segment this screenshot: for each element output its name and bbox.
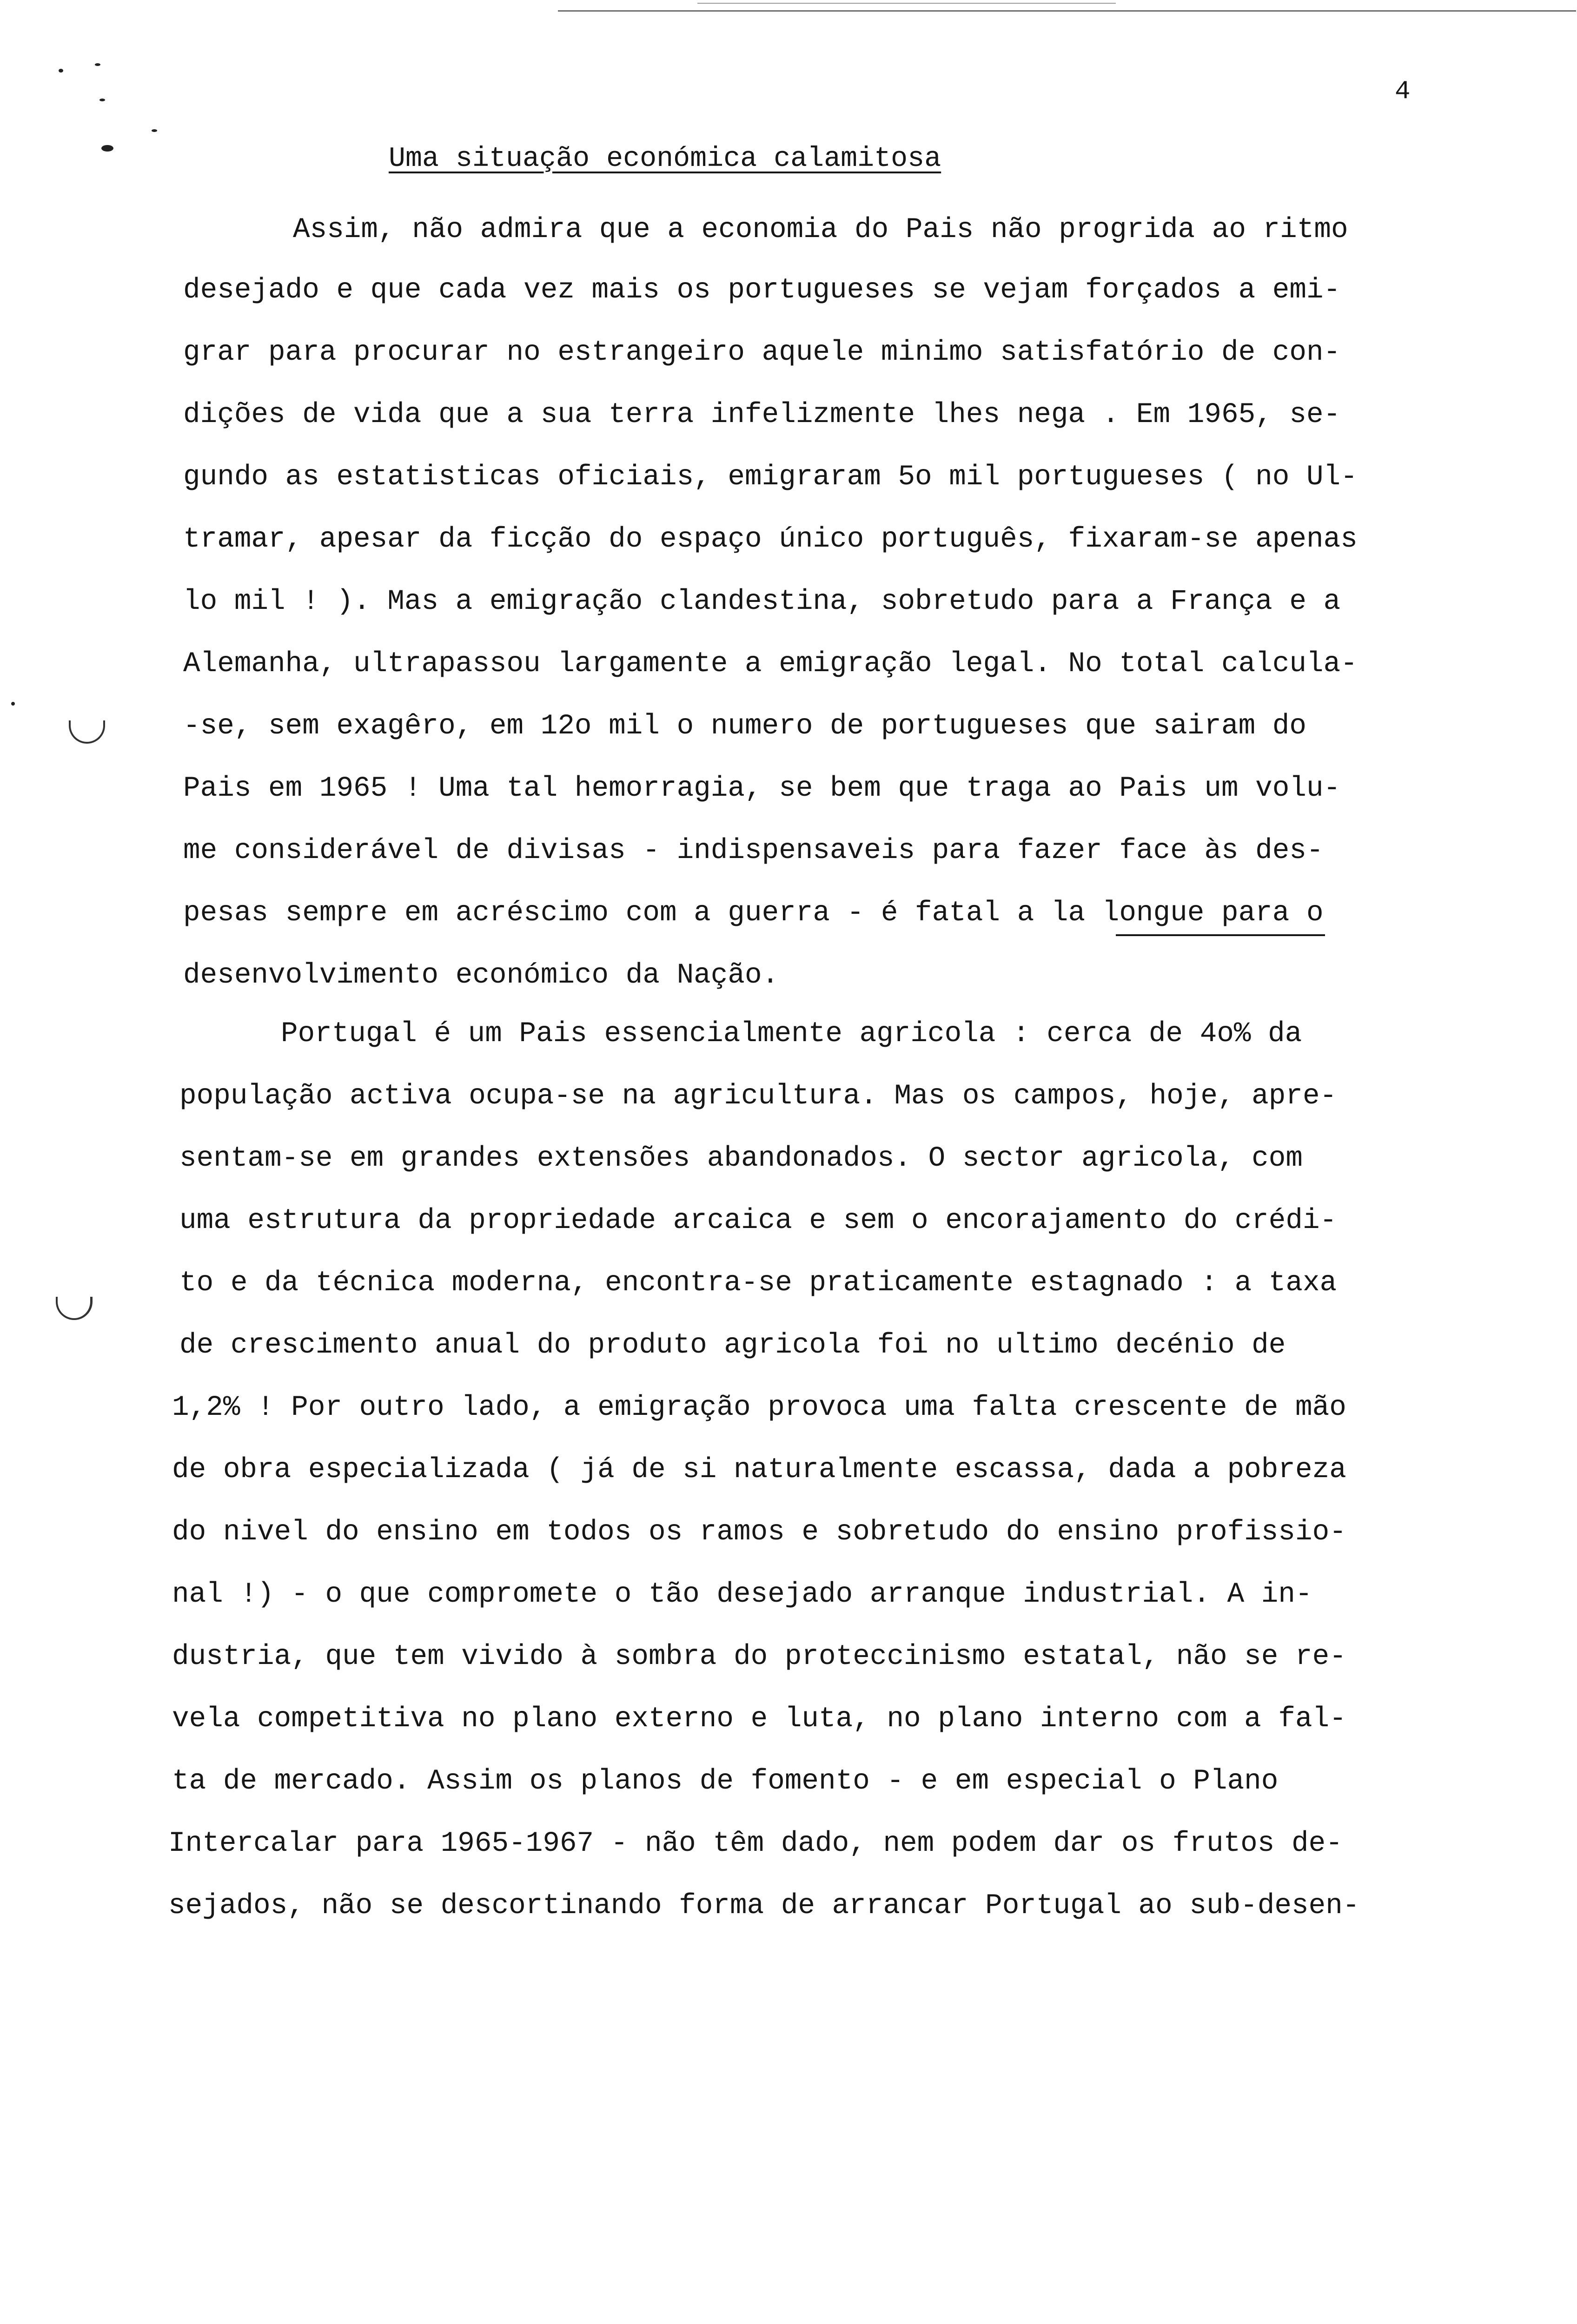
text-line: ta de mercado. Assim os planos de fomento - e em especial o Plano: [172, 1765, 1279, 1797]
margin-speck: [59, 69, 63, 73]
text-line: gundo as estatisticas oficiais, emigraram 5o mil portugueses ( no Ul-: [183, 461, 1358, 493]
text-line: Assim, não admira que a economia do Pais não progrida ao ritmo: [293, 214, 1348, 246]
text-line: dições de vida que a sua terra infelizmente lhes nega . Em 1965, se-: [183, 399, 1341, 431]
text-line: de obra especializada ( já de si naturalmente escassa, dada a pobreza: [172, 1454, 1346, 1486]
margin-speck: [99, 99, 105, 101]
text-line: Portugal é um Pais essencialmente agricola : cerca de 4o% da: [281, 1018, 1302, 1050]
margin-speck: [11, 702, 15, 706]
page-number: 4: [1395, 76, 1411, 106]
punch-hole-mark: [69, 720, 105, 744]
text-line: -se, sem exagêro, em 12o mil o numero de portugueses que sairam do: [183, 710, 1306, 742]
text-line: vela competitiva no plano externo e luta, no plano interno com a fal-: [172, 1703, 1346, 1735]
text-line: sejados, não se descortinando forma de arrancar Portugal ao sub-desen-: [168, 1890, 1360, 1922]
top-edge-rule: [697, 3, 1116, 4]
text-line: sentam-se em grandes extensões abandonados. O sector agricola, com: [179, 1142, 1303, 1175]
text-line: uma estrutura da propriedade arcaica e sem o encorajamento do crédi-: [179, 1205, 1337, 1237]
section-title: Uma situação económica calamitosa: [389, 143, 941, 175]
text-line: Pais em 1965 ! Uma tal hemorragia, se bem que traga ao Pais um volu-: [183, 772, 1341, 805]
text-line: pesas sempre em acréscimo com a guerra - é fatal a la longue para o: [183, 897, 1324, 929]
top-edge-line: [558, 10, 1576, 12]
text-line: de crescimento anual do produto agricola foi no ultimo decénio de: [179, 1329, 1286, 1361]
text-line: Alemanha, ultrapassou largamente a emigração legal. No total calcula-: [183, 648, 1358, 680]
text-line: grar para procurar no estrangeiro aquele minimo satisfatório de con-: [183, 337, 1341, 369]
text-line: população activa ocupa-se na agricultura. Mas os campos, hoje, apre-: [179, 1080, 1337, 1112]
text-line: desejado e que cada vez mais os portugueses se vejam forçados a emi-: [183, 274, 1341, 306]
text-line: 1,2% ! Por outro lado, a emigração provoca uma falta crescente de mão: [172, 1392, 1346, 1424]
text-line: dustria, que tem vivido à sombra do proteccinismo estatal, não se re-: [172, 1641, 1346, 1673]
text-line: tramar, apesar da ficção do espaço único português, fixaram-se apenas: [183, 523, 1358, 555]
foreign-phrase-underline: [1116, 934, 1325, 936]
text-line: lo mil ! ). Mas a emigração clandestina, sobretudo para a França e a: [183, 586, 1341, 618]
text-line: Intercalar para 1965-1967 - não têm dado, nem podem dar os frutos de-: [168, 1828, 1343, 1860]
text-line: desenvolvimento económico da Nação.: [183, 959, 779, 991]
punch-hole-mark: [56, 1297, 93, 1320]
text-line: me considerável de divisas - indispensaveis para fazer face às des-: [183, 835, 1324, 867]
margin-speck: [152, 129, 157, 132]
text-line: do nivel do ensino em todos os ramos e sobretudo do ensino profissio-: [172, 1516, 1346, 1548]
text-line: nal !) - o que compromete o tão desejado arranque industrial. A in-: [172, 1578, 1312, 1611]
text-line: to e da técnica moderna, encontra-se praticamente estagnado : a taxa: [179, 1267, 1337, 1299]
margin-speck: [101, 145, 113, 152]
margin-speck: [95, 63, 100, 66]
